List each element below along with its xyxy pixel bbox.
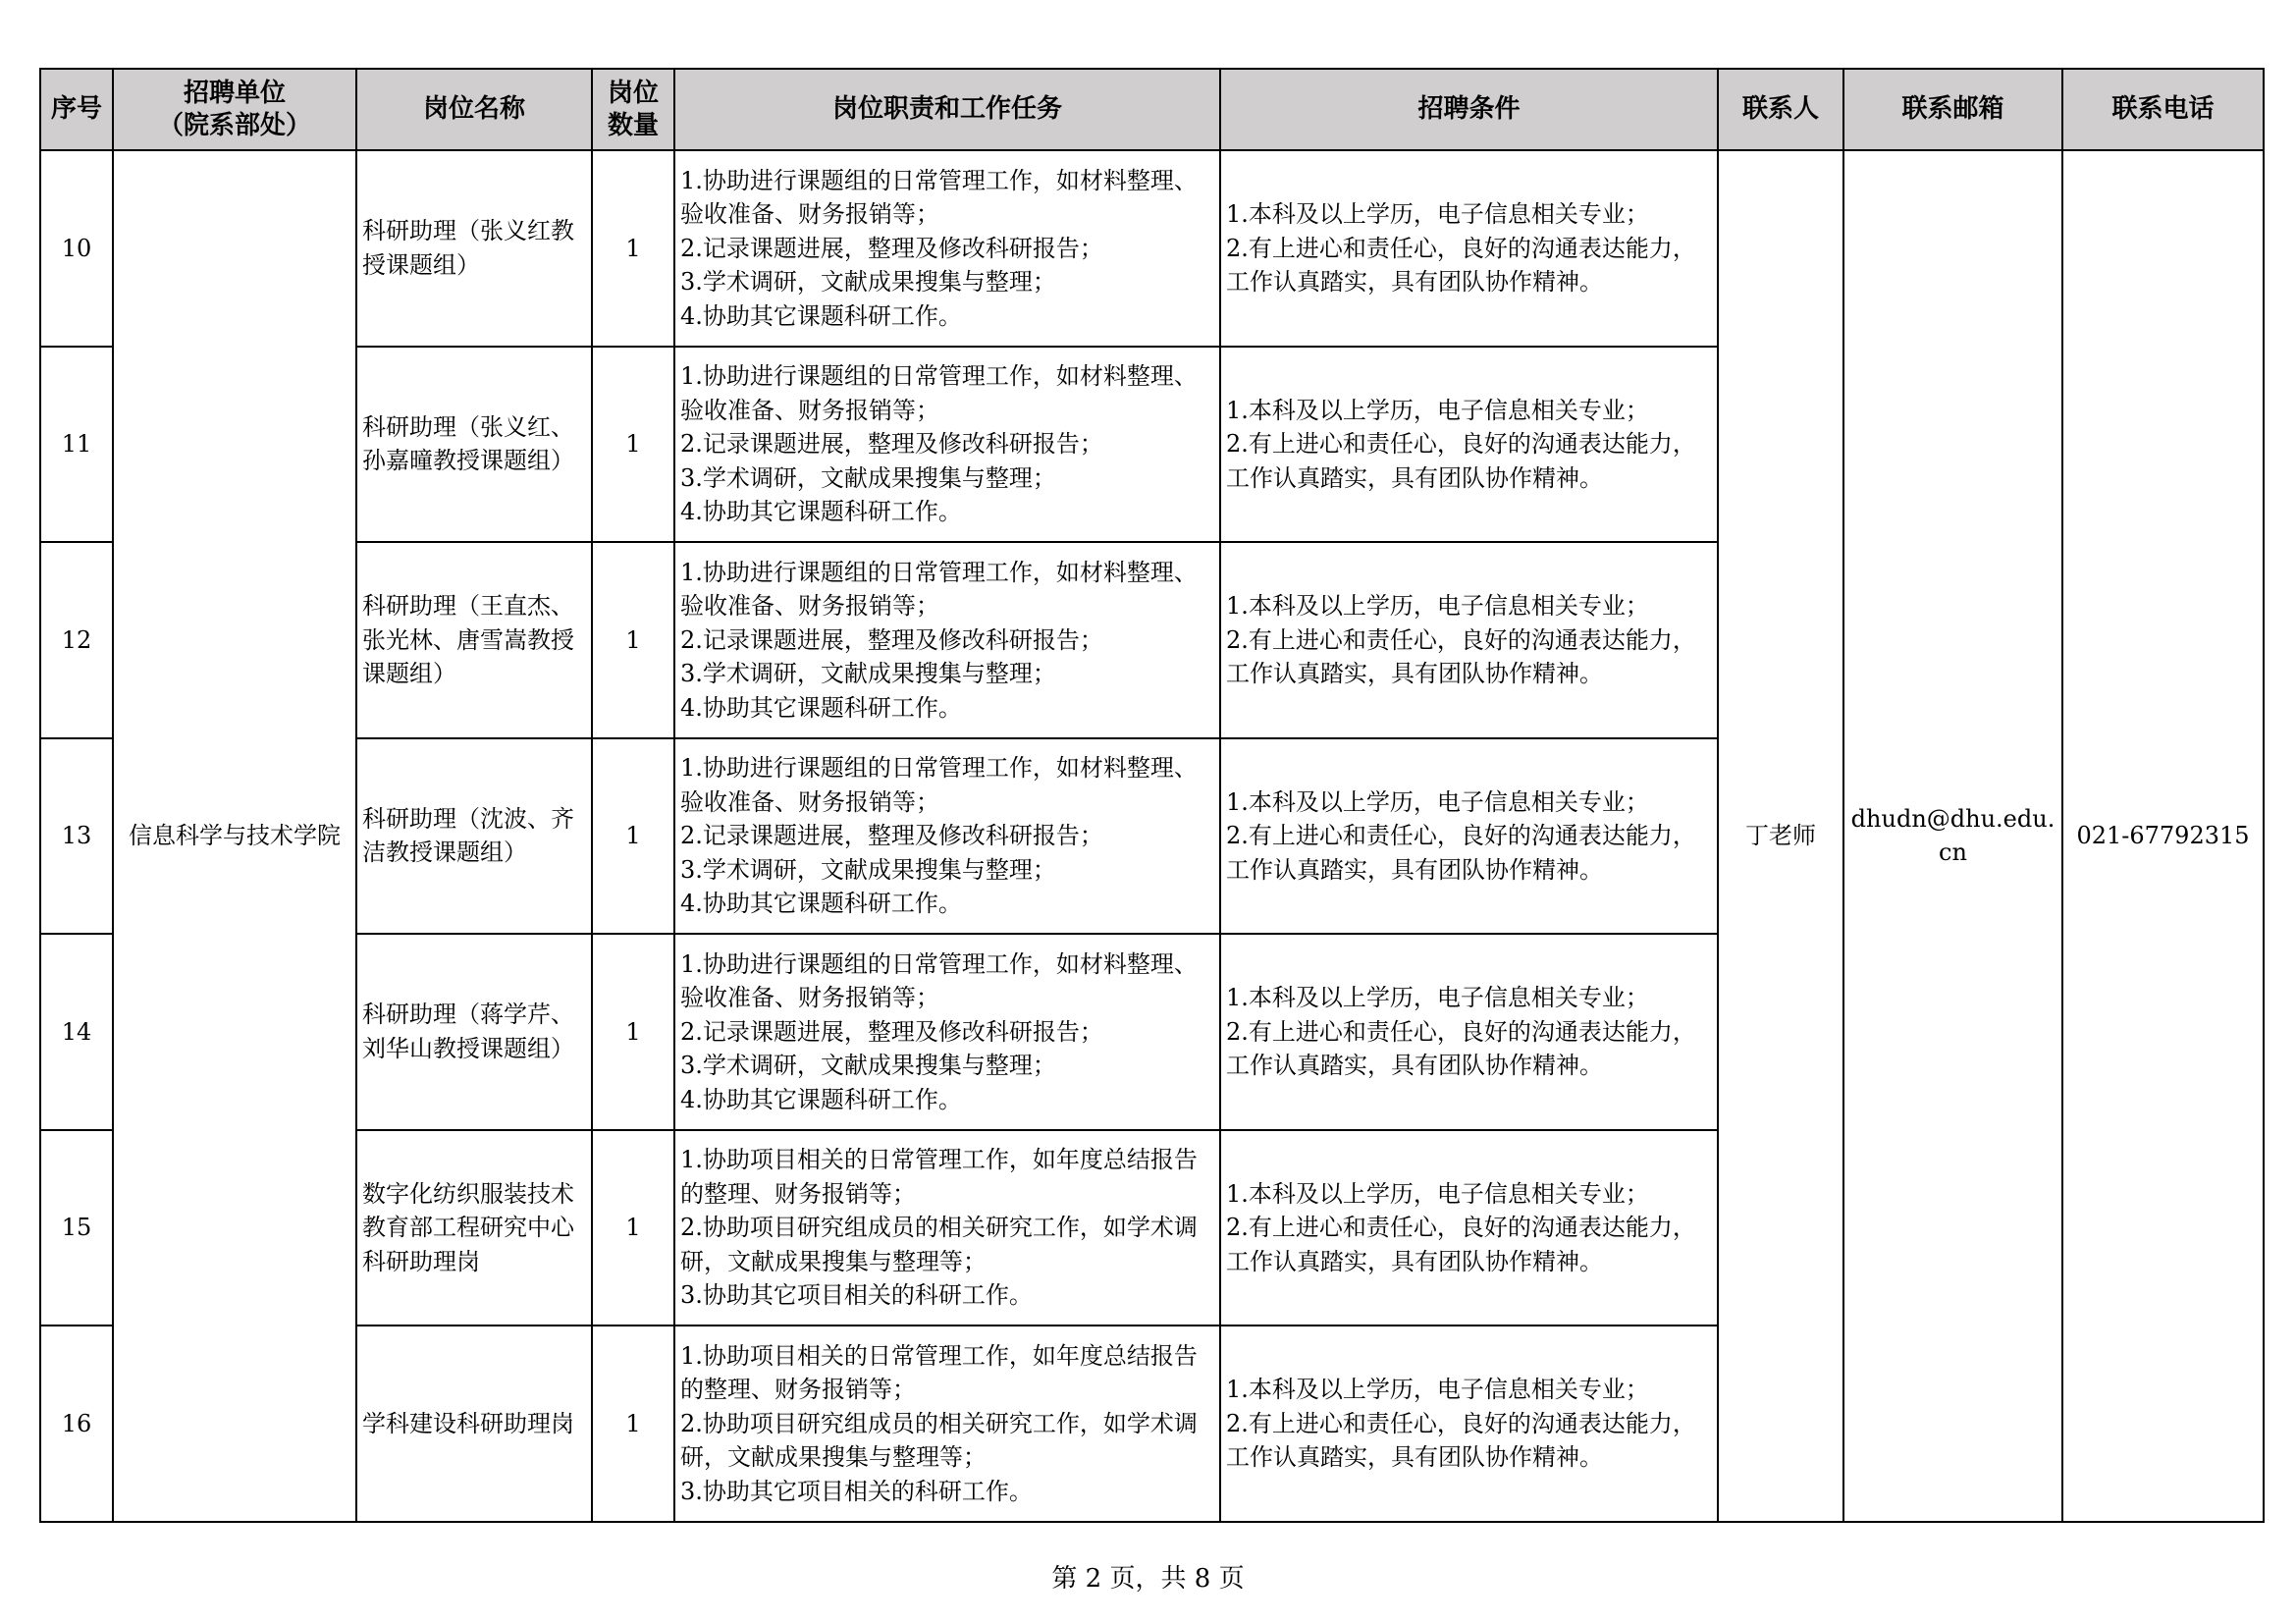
recruitment-table-page (39, 68, 2263, 1523)
position-requirements: 1.本科及以上学历，电子信息相关专业； 2.有上进心和责任心，良好的沟通表达能力，工作认真踏实，具有团队协作精神。 (1220, 738, 1718, 935)
position-count: 1 (592, 150, 674, 347)
row-index: 10 (40, 150, 113, 347)
row-index: 13 (40, 738, 113, 935)
page-footer: 第 2 页，共 8 页 (1051, 1564, 1245, 1594)
position-name: 科研助理（蒋学芹、刘华山教授课题组） (356, 934, 592, 1130)
position-duties: 1.协助进行课题组的日常管理工作，如材料整理、验收准备、财务报销等； 2.记录课题进展，整理及修改科研报告； 3.学术调研，文献成果搜集与整理； 4.协助其它课题科研工作。 (674, 542, 1220, 738)
row-index: 15 (40, 1130, 113, 1326)
row-index: 12 (40, 542, 113, 738)
table-row (40, 150, 2264, 347)
position-duties: 1.协助进行课题组的日常管理工作，如材料整理、验收准备、财务报销等； 2.记录课题进展，整理及修改科研报告； 3.学术调研，文献成果搜集与整理； 4.协助其它课题科研工作。 (674, 934, 1220, 1130)
position-name: 科研助理（张义红教授课题组） (356, 150, 592, 347)
header-position: 岗位名称 (356, 69, 592, 150)
position-requirements: 1.本科及以上学历，电子信息相关专业； 2.有上进心和责任心，良好的沟通表达能力，工作认真踏实，具有团队协作精神。 (1220, 347, 1718, 543)
header-contact: 联系人 (1718, 69, 1843, 150)
position-duties: 1.协助项目相关的日常管理工作，如年度总结报告的整理、财务报销等； 2.协助项目研究组成员的相关研究工作，如学术调研，文献成果搜集与整理等； 3.协助其它项目相关的科研工作。 (674, 1325, 1220, 1522)
position-requirements: 1.本科及以上学历，电子信息相关专业； 2.有上进心和责任心，良好的沟通表达能力，工作认真踏实，具有团队协作精神。 (1220, 150, 1718, 347)
position-count: 1 (592, 1130, 674, 1326)
position-count: 1 (592, 347, 674, 543)
position-name: 科研助理（张义红、孙嘉曈教授课题组） (356, 347, 592, 543)
position-requirements: 1.本科及以上学历，电子信息相关专业； 2.有上进心和责任心，良好的沟通表达能力，工作认真踏实，具有团队协作精神。 (1220, 1130, 1718, 1326)
position-name: 科研助理（王直杰、张光林、唐雪嵩教授课题组） (356, 542, 592, 738)
row-index: 11 (40, 347, 113, 543)
position-requirements: 1.本科及以上学历，电子信息相关专业； 2.有上进心和责任心，良好的沟通表达能力，工作认真踏实，具有团队协作精神。 (1220, 1325, 1718, 1522)
header-email: 联系邮箱 (1843, 69, 2062, 150)
contact-email: dhudn@dhu.edu.cn (1843, 150, 2062, 1522)
header-count: 岗位 数量 (592, 69, 674, 150)
header-phone: 联系电话 (2062, 69, 2264, 150)
recruiting-unit: 信息科学与技术学院 (113, 150, 356, 1522)
header-requirements: 招聘条件 (1220, 69, 1718, 150)
position-count: 1 (592, 934, 674, 1130)
table-header-row (40, 69, 2264, 150)
header-duties: 岗位职责和工作任务 (674, 69, 1220, 150)
contact-person: 丁老师 (1718, 150, 1843, 1522)
header-index: 序号 (40, 69, 113, 150)
header-unit: 招聘单位 （院系部处） (113, 69, 356, 150)
position-requirements: 1.本科及以上学历，电子信息相关专业； 2.有上进心和责任心，良好的沟通表达能力，工作认真踏实，具有团队协作精神。 (1220, 934, 1718, 1130)
row-index: 16 (40, 1325, 113, 1522)
row-index: 14 (40, 934, 113, 1130)
position-name: 数字化纺织服装技术教育部工程研究中心科研助理岗 (356, 1130, 592, 1326)
position-name: 学科建设科研助理岗 (356, 1325, 592, 1522)
position-count: 1 (592, 738, 674, 935)
position-count: 1 (592, 542, 674, 738)
position-requirements: 1.本科及以上学历，电子信息相关专业； 2.有上进心和责任心，良好的沟通表达能力，工作认真踏实，具有团队协作精神。 (1220, 542, 1718, 738)
position-duties: 1.协助进行课题组的日常管理工作，如材料整理、验收准备、财务报销等； 2.记录课题进展，整理及修改科研报告； 3.学术调研，文献成果搜集与整理； 4.协助其它课题科研工作。 (674, 150, 1220, 347)
position-count: 1 (592, 1325, 674, 1522)
position-duties: 1.协助进行课题组的日常管理工作，如材料整理、验收准备、财务报销等； 2.记录课题进展，整理及修改科研报告； 3.学术调研，文献成果搜集与整理； 4.协助其它课题科研工作。 (674, 347, 1220, 543)
position-name: 科研助理（沈波、齐洁教授课题组） (356, 738, 592, 935)
recruitment-table (39, 68, 2265, 1523)
position-duties: 1.协助进行课题组的日常管理工作，如材料整理、验收准备、财务报销等； 2.记录课题进展，整理及修改科研报告； 3.学术调研，文献成果搜集与整理； 4.协助其它课题科研工作。 (674, 738, 1220, 935)
contact-phone: 021-67792315 (2062, 150, 2264, 1522)
position-duties: 1.协助项目相关的日常管理工作，如年度总结报告的整理、财务报销等； 2.协助项目研究组成员的相关研究工作，如学术调研，文献成果搜集与整理等； 3.协助其它项目相关的科研工作。 (674, 1130, 1220, 1326)
